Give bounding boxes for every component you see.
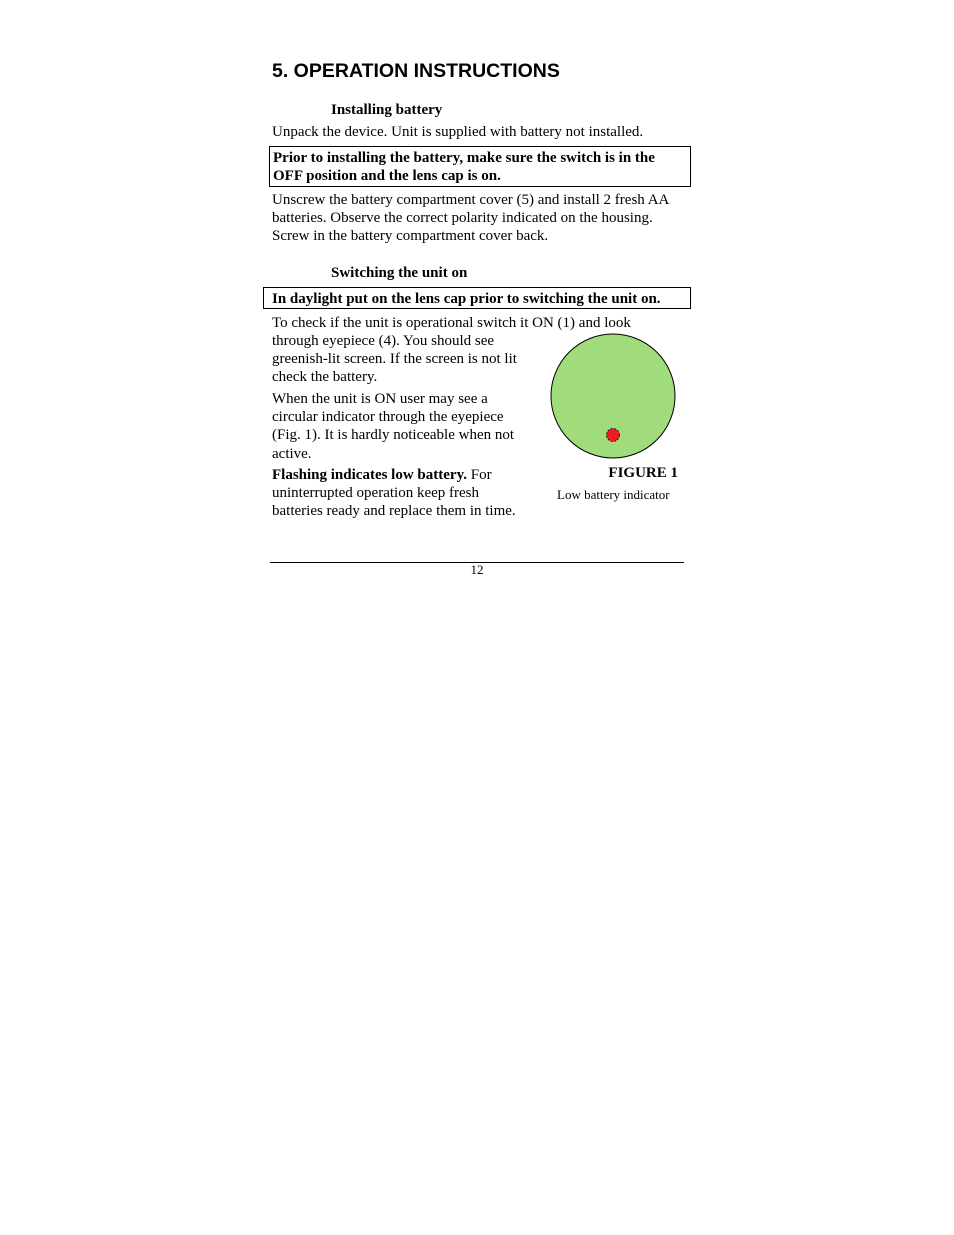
check-paragraph-line1: To check if the unit is operational switch it ON (1) and look <box>272 315 631 331</box>
figure-eyepiece-diagram <box>546 331 682 461</box>
battery-warning-box <box>269 146 691 187</box>
daylight-warning-text: In daylight put on the lens cap prior to switching the unit on. <box>272 291 661 307</box>
figure-caption: FIGURE 1 <box>608 465 678 481</box>
flashing-rest-text: For uninterrupted operation keep fresh batteries ready and replace them in time. <box>272 467 516 520</box>
indicator-paragraph: When the unit is ON user may see a circular indicator through the eyepiece (Fig. 1). It is hardly noticeable when not active. <box>272 391 515 462</box>
check-paragraph-rest: through eyepiece (4). You should see greenish-lit screen. If the screen is not lit check the battery. <box>272 333 517 386</box>
flashing-bold-text: Flashing indicates low battery. <box>272 467 468 483</box>
battery-warning-text: Prior to installing the battery, make sure the switch is in the OFF position and the lens cap is on. <box>273 150 655 184</box>
page-number: 12 <box>470 562 484 577</box>
figure-subcaption: Low battery indicator <box>557 487 670 502</box>
section-heading: 5. OPERATION INSTRUCTIONS <box>272 60 560 82</box>
flashing-paragraph <box>272 466 518 521</box>
installing-battery-subheading: Installing battery <box>331 102 443 118</box>
low-battery-indicator-dot <box>607 429 620 442</box>
unpack-paragraph: Unpack the device. Unit is supplied with battery not installed. <box>272 124 644 140</box>
daylight-warning-box <box>263 287 691 309</box>
switching-unit-subheading: Switching the unit on <box>331 265 468 281</box>
battery-install-paragraph: Unscrew the battery compartment cover (5) and install 2 fresh AA batteries. Observe the correct polarity indicated on the housing. Screw in the battery compartment cover back. <box>272 192 669 245</box>
